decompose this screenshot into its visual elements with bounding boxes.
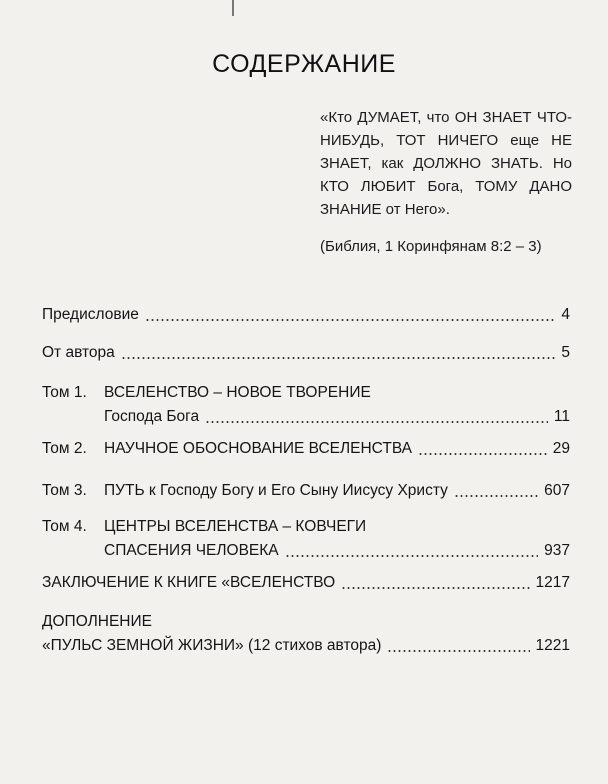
- toc-page-number: 29: [552, 440, 570, 457]
- toc-entry-label: НАУЧНОЕ ОБОСНОВАНИЕ ВСЕЛЕНСТВА: [104, 440, 412, 457]
- toc-entry-label-cont: «ПУЛЬС ЗЕМНОЙ ЖИЗНИ» (12 стихов автора): [42, 637, 382, 654]
- toc-page-number: 937: [544, 542, 570, 559]
- toc-page-number: 4: [561, 306, 570, 323]
- leader-dots: [418, 453, 547, 455]
- leader-dots: [454, 495, 538, 497]
- leader-dots: [145, 319, 556, 321]
- toc-volume-number: Том 4.: [42, 518, 87, 535]
- epigraph-source: (Библия, 1 Коринфянам 8:2 – 3): [320, 238, 542, 255]
- toc-page-number: 1221: [535, 637, 570, 654]
- toc-entry-addendum[interactable]: [42, 610, 570, 658]
- toc-entry-vol1[interactable]: [42, 381, 570, 429]
- page-edge-mark: [232, 0, 234, 16]
- leader-dots: [341, 587, 529, 589]
- leader-dots: [285, 555, 538, 557]
- toc-entry-from-author[interactable]: [42, 341, 570, 365]
- toc-entry-vol3[interactable]: [42, 479, 570, 503]
- toc-entry-vol2[interactable]: [42, 437, 570, 461]
- toc-page-number: 11: [553, 408, 570, 425]
- page-title: СОДЕРЖАНИЕ: [212, 50, 396, 78]
- toc-volume-number: Том 3.: [42, 482, 87, 499]
- toc-entry-label: ПУТЬ к Господу Богу и Его Сыну Иисусу Христу: [104, 482, 448, 499]
- toc-volume-number: Том 1.: [42, 384, 87, 401]
- leader-dots: [387, 650, 529, 652]
- toc-entry-label-cont: СПАСЕНИЯ ЧЕЛОВЕКА: [104, 542, 279, 559]
- toc-entry-label: ДОПОЛНЕНИЕ: [42, 613, 152, 630]
- epigraph: [320, 106, 572, 258]
- leader-dots: [121, 357, 556, 359]
- toc-entry-label: ЦЕНТРЫ ВСЕЛЕНСТВА – КОВЧЕГИ: [104, 518, 367, 535]
- toc-entry-label: ВСЕЛЕНСТВО – НОВОЕ ТВОРЕНИЕ: [104, 384, 371, 401]
- toc-page-number: 1217: [535, 574, 570, 591]
- toc-page-number: 5: [561, 344, 570, 361]
- toc-entry-vol4[interactable]: [42, 515, 570, 563]
- toc-entry-label: От автора: [42, 344, 115, 361]
- epigraph-quote: «Кто ДУМАЕТ, что ОН ЗНАЕТ ЧТО-НИБУДЬ, ТОТ НИЧЕГО еще НЕ ЗНАЕТ, как ДОЛЖНО ЗНАТЬ. Но КТО ЛЮБИТ Бога, ТОМУ ДАНО ЗНАНИЕ от Него».: [320, 109, 572, 218]
- toc-volume-number: Том 2.: [42, 440, 87, 457]
- toc-entry-label: ЗАКЛЮЧЕНИЕ К КНИГЕ «ВСЕЛЕНСТВО: [42, 574, 336, 591]
- toc-entry-preface[interactable]: [42, 303, 570, 327]
- toc-entry-label: Предисловие: [42, 306, 139, 323]
- toc-entry-conclusion[interactable]: [42, 571, 570, 595]
- leader-dots: [205, 421, 548, 423]
- toc-entry-label-cont: Господа Бога: [104, 408, 200, 425]
- toc-page-number: 607: [544, 482, 570, 499]
